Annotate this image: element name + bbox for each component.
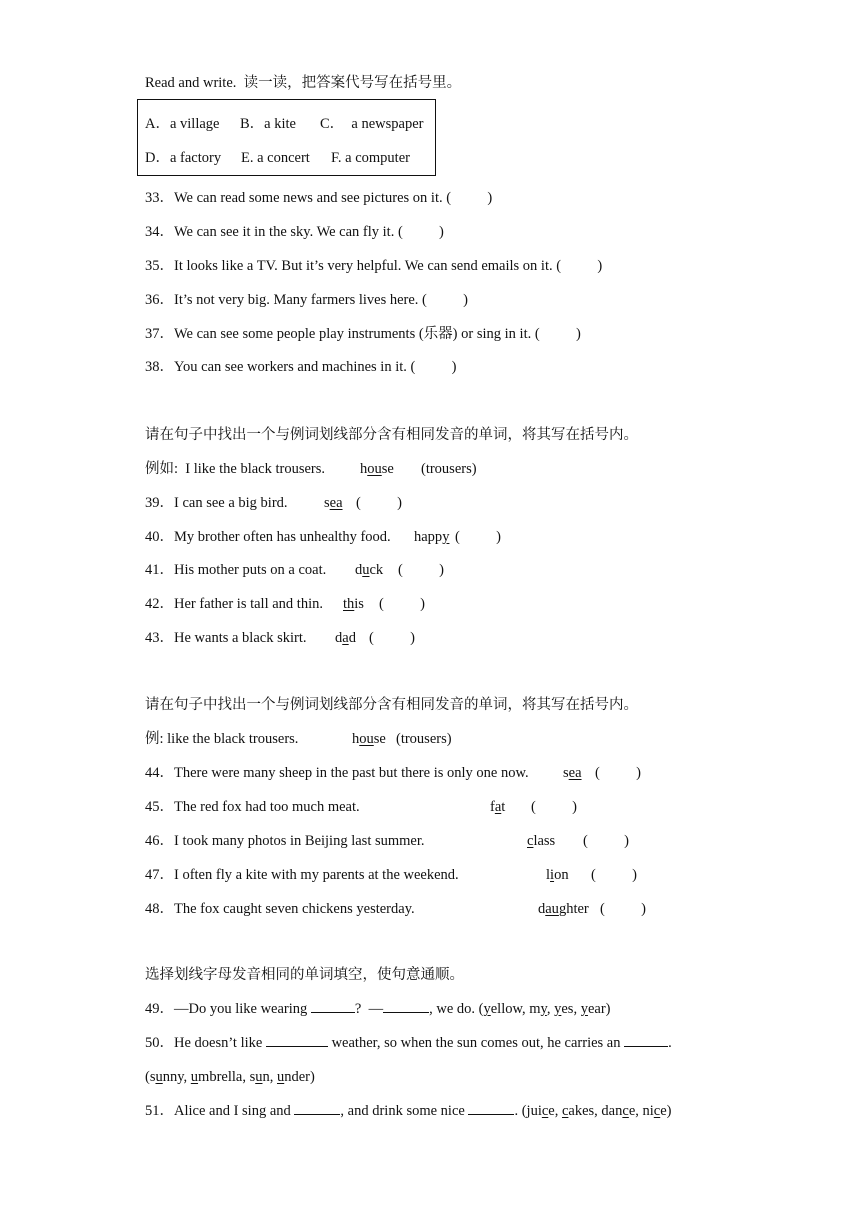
answer-blank[interactable] <box>266 1034 328 1047</box>
section3-example: 例: like the black trousers. house (trousers) <box>145 731 452 747</box>
question-47: 47．I often fly a kite with my parents at the weekend. lion ( ) <box>145 867 637 883</box>
answer-blank[interactable] <box>383 1000 429 1013</box>
question-43: 43．He wants a black skirt. dad ( ) <box>145 630 415 646</box>
section2-example: 例如: I like the black trousers. house (trousers) <box>145 461 477 477</box>
question-45: 45．The red fox had too much meat. fat ( ) <box>145 799 577 815</box>
question-50: 50．He doesn’t like weather, so when the sun comes out, he carries an . <box>145 1035 672 1051</box>
question-35: 35．It looks like a TV. But it’s very helpful. We can send emails on it. ( ) <box>145 258 603 274</box>
option-d: D．a factory <box>145 150 222 166</box>
option-a: A．a village <box>145 116 220 132</box>
option-e: E. a concert <box>241 150 310 166</box>
question-42: 42．Her father is tall and thin. this ( ) <box>145 596 425 612</box>
section3-instruction: 请在句子中找出一个与例词划线部分含有相同发音的单词，将其写在括号内。 <box>145 697 638 713</box>
question-46: 46．I took many photos in Beijing last summer. class ( ) <box>145 833 629 849</box>
question-38: 38．You can see workers and machines in it. ( ) <box>145 359 457 375</box>
question-34: 34．We can see it in the sky. We can fly it. ( ) <box>145 224 444 240</box>
question-41: 41．His mother puts on a coat. duck ( ) <box>145 562 444 578</box>
question-36: 36．It’s not very big. Many farmers lives here. ( ) <box>145 292 468 308</box>
section1-instruction: Read and write. 读一读，把答案代号写在括号里。 <box>145 75 462 91</box>
question-33: 33．We can read some news and see pictures on it. ( ) <box>145 190 493 206</box>
section4-instruction: 选择划线字母发音相同的单词填空，使句意通顺。 <box>145 967 464 983</box>
question-44: 44．There were many sheep in the past but there is only one now. sea ( ) <box>145 765 641 781</box>
option-f: F. a computer <box>331 150 410 166</box>
question-39: 39．I can see a big bird. sea ( ) <box>145 495 402 511</box>
question-50-options: (sunny, umbrella, sun, under) <box>145 1069 315 1085</box>
question-51: 51．Alice and I sing and , and drink some nice . (juice, cakes, dance, nice) <box>145 1103 672 1119</box>
answer-blank[interactable] <box>294 1102 340 1115</box>
question-48: 48．The fox caught seven chickens yesterday. daughter ( ) <box>145 901 646 917</box>
answer-blank[interactable] <box>468 1102 514 1115</box>
section2-instruction: 请在句子中找出一个与例词划线部分含有相同发音的单词，将其写在括号内。 <box>145 427 638 443</box>
question-40: 40．My brother often has unhealthy food. happy ( ) <box>145 529 501 545</box>
answer-blank[interactable] <box>624 1034 668 1047</box>
option-b: B．a kite <box>240 116 296 132</box>
question-49: 49．—Do you like wearing ? — , we do. (yellow, my, yes, year) <box>145 1001 611 1017</box>
question-37: 37．We can see some people play instruments (乐器) or sing in it. ( ) <box>145 326 581 342</box>
answer-blank[interactable] <box>311 1000 355 1013</box>
option-c: C． a newspaper <box>320 116 424 132</box>
